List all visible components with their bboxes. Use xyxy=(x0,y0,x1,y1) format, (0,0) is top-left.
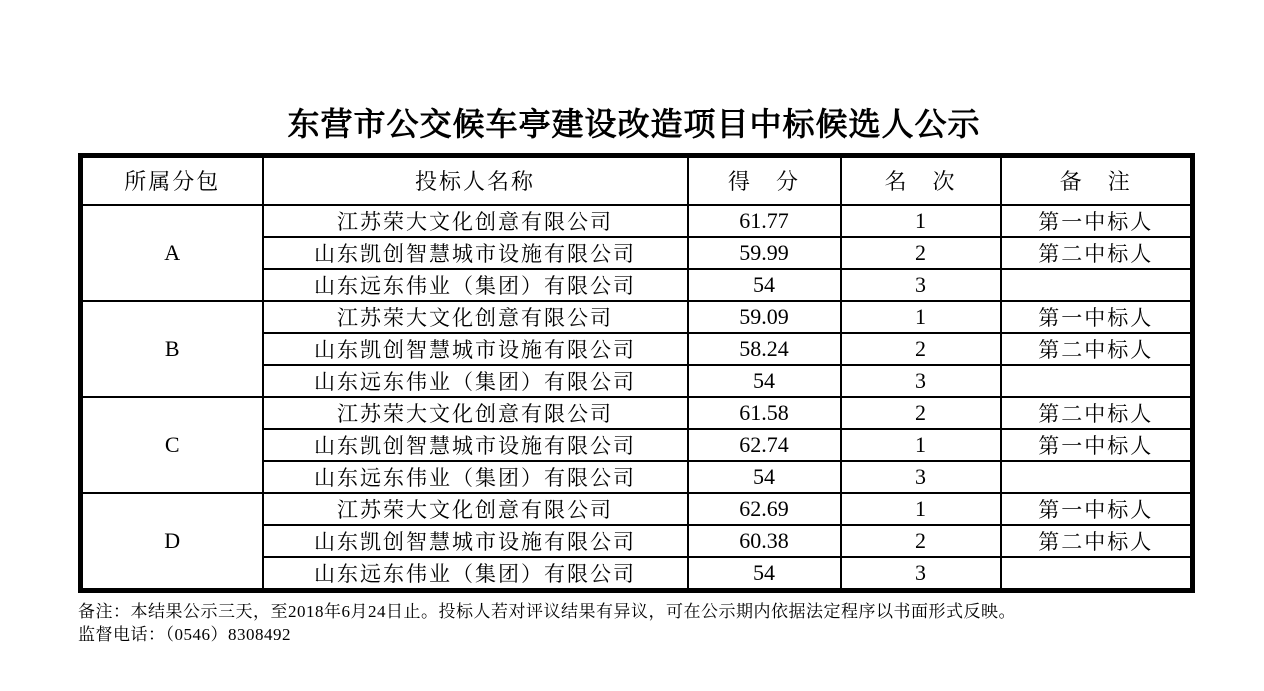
score-cell: 61.77 xyxy=(688,205,841,237)
rank-cell: 3 xyxy=(841,557,1001,591)
table-row xyxy=(81,301,1193,333)
rank-cell: 3 xyxy=(841,365,1001,397)
score-cell: 60.38 xyxy=(688,525,841,557)
bidder-cell: 江苏荣大文化创意有限公司 xyxy=(263,301,688,333)
remark-cell xyxy=(1001,269,1193,301)
column-header-score: 得 分 xyxy=(688,156,841,205)
remark-cell: 第一中标人 xyxy=(1001,429,1193,461)
bidder-cell: 山东凯创智慧城市设施有限公司 xyxy=(263,333,688,365)
remark-cell xyxy=(1001,461,1193,493)
score-cell: 62.74 xyxy=(688,429,841,461)
remark-cell: 第一中标人 xyxy=(1001,205,1193,237)
rank-cell: 2 xyxy=(841,333,1001,365)
bidder-cell: 山东凯创智慧城市设施有限公司 xyxy=(263,429,688,461)
remark-cell: 第一中标人 xyxy=(1001,493,1193,525)
package-cell: A xyxy=(81,205,263,301)
package-cell: D xyxy=(81,493,263,591)
rank-cell: 1 xyxy=(841,205,1001,237)
remark-cell: 第二中标人 xyxy=(1001,397,1193,429)
column-header-rank: 名 次 xyxy=(841,156,1001,205)
score-cell: 54 xyxy=(688,365,841,397)
bidder-cell: 山东凯创智慧城市设施有限公司 xyxy=(263,237,688,269)
rank-cell: 2 xyxy=(841,525,1001,557)
remark-cell: 第一中标人 xyxy=(1001,301,1193,333)
rank-cell: 1 xyxy=(841,301,1001,333)
page-title: 东营市公交候车亭建设改造项目中标候选人公示 xyxy=(287,106,981,142)
score-cell: 59.09 xyxy=(688,301,841,333)
remark-cell: 第二中标人 xyxy=(1001,237,1193,269)
table-row xyxy=(81,205,1193,237)
rank-cell: 1 xyxy=(841,429,1001,461)
footer-notes xyxy=(78,600,1190,646)
bidder-cell: 江苏荣大文化创意有限公司 xyxy=(263,205,688,237)
bidder-cell: 山东远东伟业（集团）有限公司 xyxy=(263,557,688,591)
bidder-cell: 山东远东伟业（集团）有限公司 xyxy=(263,365,688,397)
bidder-cell: 山东凯创智慧城市设施有限公司 xyxy=(263,525,688,557)
package-cell: B xyxy=(81,301,263,397)
remark-cell: 第二中标人 xyxy=(1001,525,1193,557)
table-row xyxy=(81,397,1193,429)
table-row xyxy=(81,493,1193,525)
bidder-cell: 江苏荣大文化创意有限公司 xyxy=(263,397,688,429)
bidder-cell: 山东远东伟业（集团）有限公司 xyxy=(263,461,688,493)
remark-cell xyxy=(1001,365,1193,397)
column-header-remark: 备 注 xyxy=(1001,156,1193,205)
bidder-cell: 江苏荣大文化创意有限公司 xyxy=(263,493,688,525)
rank-cell: 3 xyxy=(841,461,1001,493)
score-cell: 54 xyxy=(688,269,841,301)
package-cell: C xyxy=(81,397,263,493)
rank-cell: 2 xyxy=(841,397,1001,429)
rank-cell: 3 xyxy=(841,269,1001,301)
column-header-bidder: 投标人名称 xyxy=(263,156,688,205)
score-cell: 54 xyxy=(688,557,841,591)
bid-results-table xyxy=(78,153,1195,593)
score-cell: 62.69 xyxy=(688,493,841,525)
rank-cell: 2 xyxy=(841,237,1001,269)
rank-cell: 1 xyxy=(841,493,1001,525)
score-cell: 54 xyxy=(688,461,841,493)
column-header-package: 所属分包 xyxy=(81,156,263,205)
remark-cell: 第二中标人 xyxy=(1001,333,1193,365)
score-cell: 61.58 xyxy=(688,397,841,429)
remark-cell xyxy=(1001,557,1193,591)
score-cell: 59.99 xyxy=(688,237,841,269)
bidder-cell: 山东远东伟业（集团）有限公司 xyxy=(263,269,688,301)
score-cell: 58.24 xyxy=(688,333,841,365)
announcement-document xyxy=(78,103,1190,646)
table-header-row xyxy=(81,156,1193,205)
footer-phone-line: 监督电话：（0546）8308492 xyxy=(78,624,291,644)
footer-note-line: 备注：本结果公示三天，至2018年6月24日止。投标人若对评议结果有异议，可在公示期内依据法定程序以书面形式反映。 xyxy=(78,601,1016,621)
